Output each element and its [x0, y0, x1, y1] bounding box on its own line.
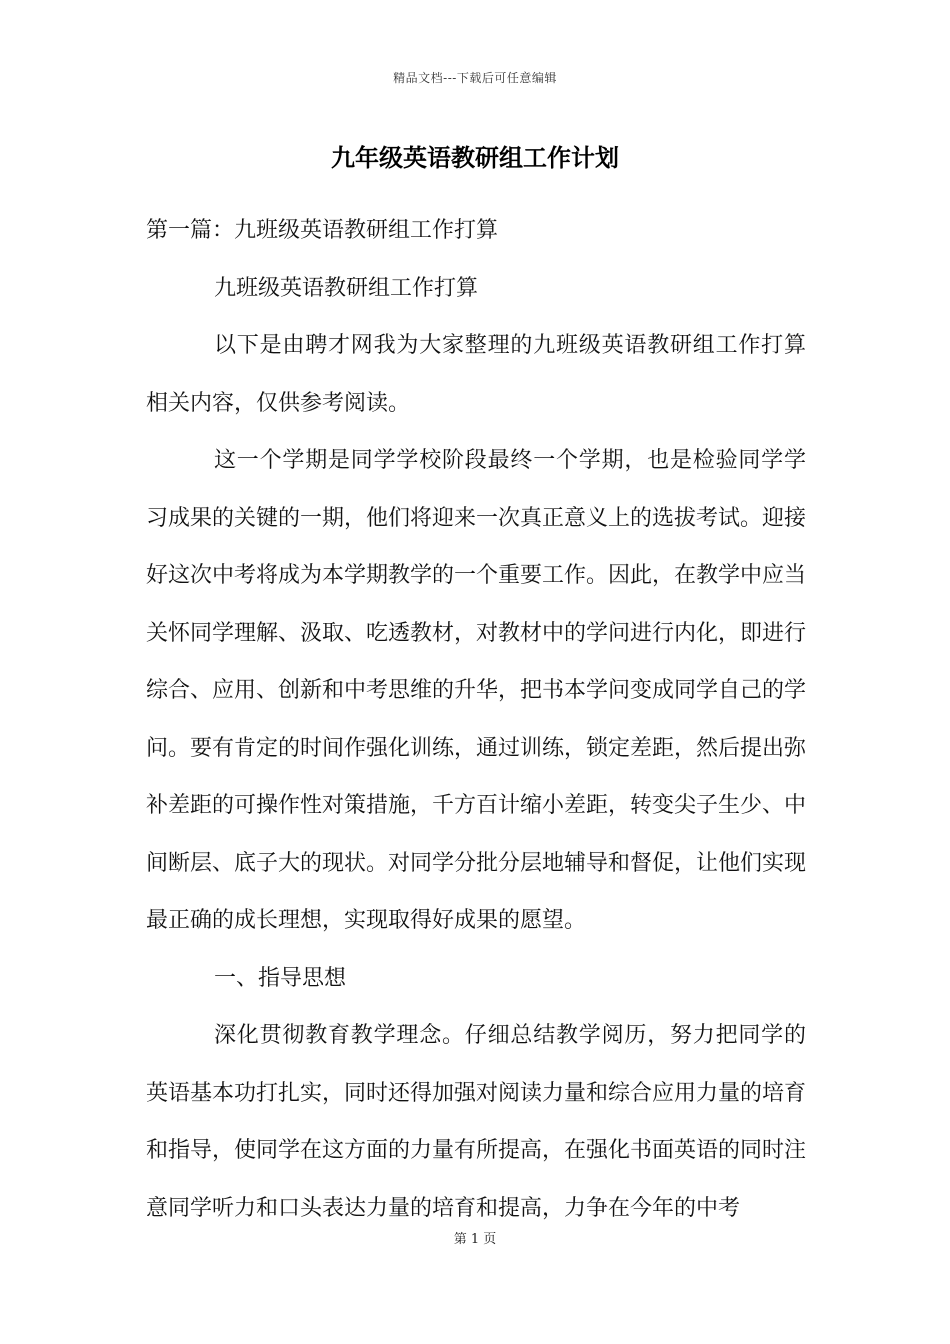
document-title: 九年级英语教研组工作计划 [331, 143, 619, 172]
section-heading: 一、指导思想 [214, 965, 347, 991]
page-number: 第 1 页 [453, 1232, 497, 1247]
document-body [146, 202, 806, 1237]
subtitle: 九班级英语教研组工作打算 [214, 275, 479, 301]
paragraph-semester: 这一个学期是同学学校阶段最终一个学期，也是检验同学学习成果的关键的一期，他们将迎来一次真正意义上的选拔考试。迎接好这次中考将成为本学期教学的一个重要工作。因此，在教学中应当关怀同学理解、汲取、吃透教材，对教材中的学问进行内化，即进行综合、应用、创新和中考思维的升华，把书本学问变成同学自己的学问。要有肯定的时间作强化训练，通过训练，锁定差距，然后提出弥补差距的可操作性对策措施，千方百计缩小差距，转变尖子生少、中间断层、底子大的现状。对同学分批分层地辅导和督促，让他们实现最正确的成长理想，实现取得好成果的愿望。 [146, 448, 807, 933]
section-paragraph: 深化贯彻教育教学理念。仔细总结教学阅历，努力把同学的英语基本功打扎实，同时还得加强对阅读力量和综合应用力量的培育和指导，使同学在这方面的力量有所提高，在强化书面英语的同时注意同学听力和口头表达力量的培育和提高，力争在今年的中考 [146, 1023, 807, 1221]
chapter-heading: 第一篇：九班级英语教研组工作打算 [146, 218, 499, 243]
header-note: 精品文档---下载后可任意编辑 [393, 71, 557, 85]
paragraph-intro: 以下是由聘才网我为大家整理的九班级英语教研组工作打算相关内容，仅供参考阅读。 [146, 333, 806, 416]
